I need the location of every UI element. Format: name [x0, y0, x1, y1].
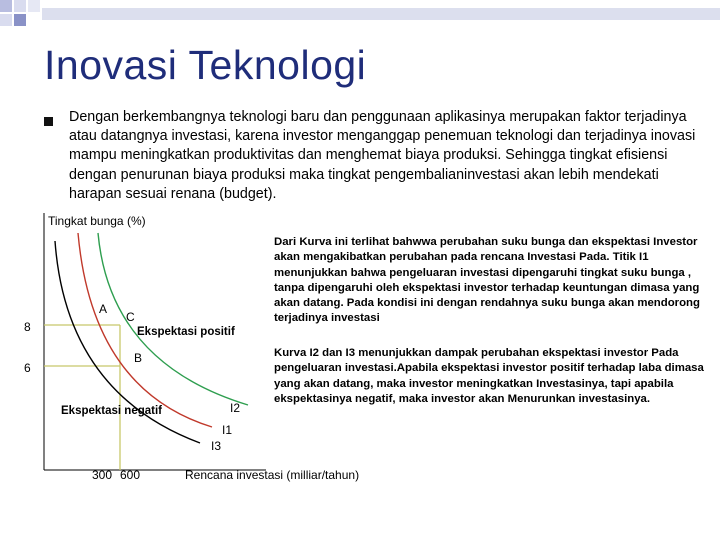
- curve-i1-label: I1: [222, 423, 233, 437]
- positive-expectation-label: Ekspektasi positif: [137, 326, 235, 338]
- x-tick-600: 600: [120, 468, 141, 482]
- bullet-marker: [44, 117, 53, 126]
- curve-i3-label: I3: [211, 439, 222, 453]
- point-c-label: C: [126, 310, 135, 324]
- bullet-paragraph: Dengan berkembangnya teknologi baru dan penggunaan aplikasinya merupakan faktor terjadinya atau datangnya investasi, karena investor menganggap penemuan teknologi dan terjadinya inovasi mampu meningkatkan produktivitas dan menghemat biaya produksi. Sehingga tingkat efisiensi dengan penurunan biaya produksi maka tingkat pengembalianinvestasi akan lebih mendekati harapan sesuai renana (budget).: [69, 109, 696, 202]
- y-axis-label: Tingkat bunga (%): [48, 214, 146, 228]
- curve-i2-label: I2: [230, 401, 241, 415]
- investment-curve-diagram: [0, 205, 360, 490]
- point-b-label: B: [134, 351, 143, 365]
- explanation-note-2: Kurva I2 dan I3 menunjukkan dampak perubahan ekspektasi investor Pada pengeluaran investasi.Apabila ekspektasi investor positif terhadap laba dimasa yang akan datang, maka investor meningkatkan Investasinya, tapi apabila ekspektasinya negatif, maka investor akan Menurunkan investasinya.: [274, 347, 704, 405]
- y-tick-6: 6: [24, 361, 31, 375]
- point-a-label: A: [99, 302, 108, 316]
- y-tick-8: 8: [24, 320, 31, 334]
- explanation-note-1: Dari Kurva ini terlihat bahwwa perubahan suku bunga dan ekspektasi Investor akan mengakibatkan perubahan pada rencana Investasi Pada. Titik I1 menunjukkan bahwa pengeluaran investasi dipengaruhi tingkat suku bunga , tanpa dipengaruhi oleh ekspektasi investor terhadap keuntungan dimasa yang akan datang. Pada kondisi ini dengan rendahnya suku bunga akan mendorong terjadinya investasi: [274, 236, 700, 325]
- negative-expectation-label: Ekspektasi negatif: [61, 405, 162, 417]
- x-axis-label: Rencana investasi (milliar/tahun): [185, 468, 360, 482]
- decorative-squares: [0, 0, 720, 40]
- x-tick-300: 300: [92, 468, 113, 482]
- slide-title: Inovasi Teknologi: [44, 42, 367, 88]
